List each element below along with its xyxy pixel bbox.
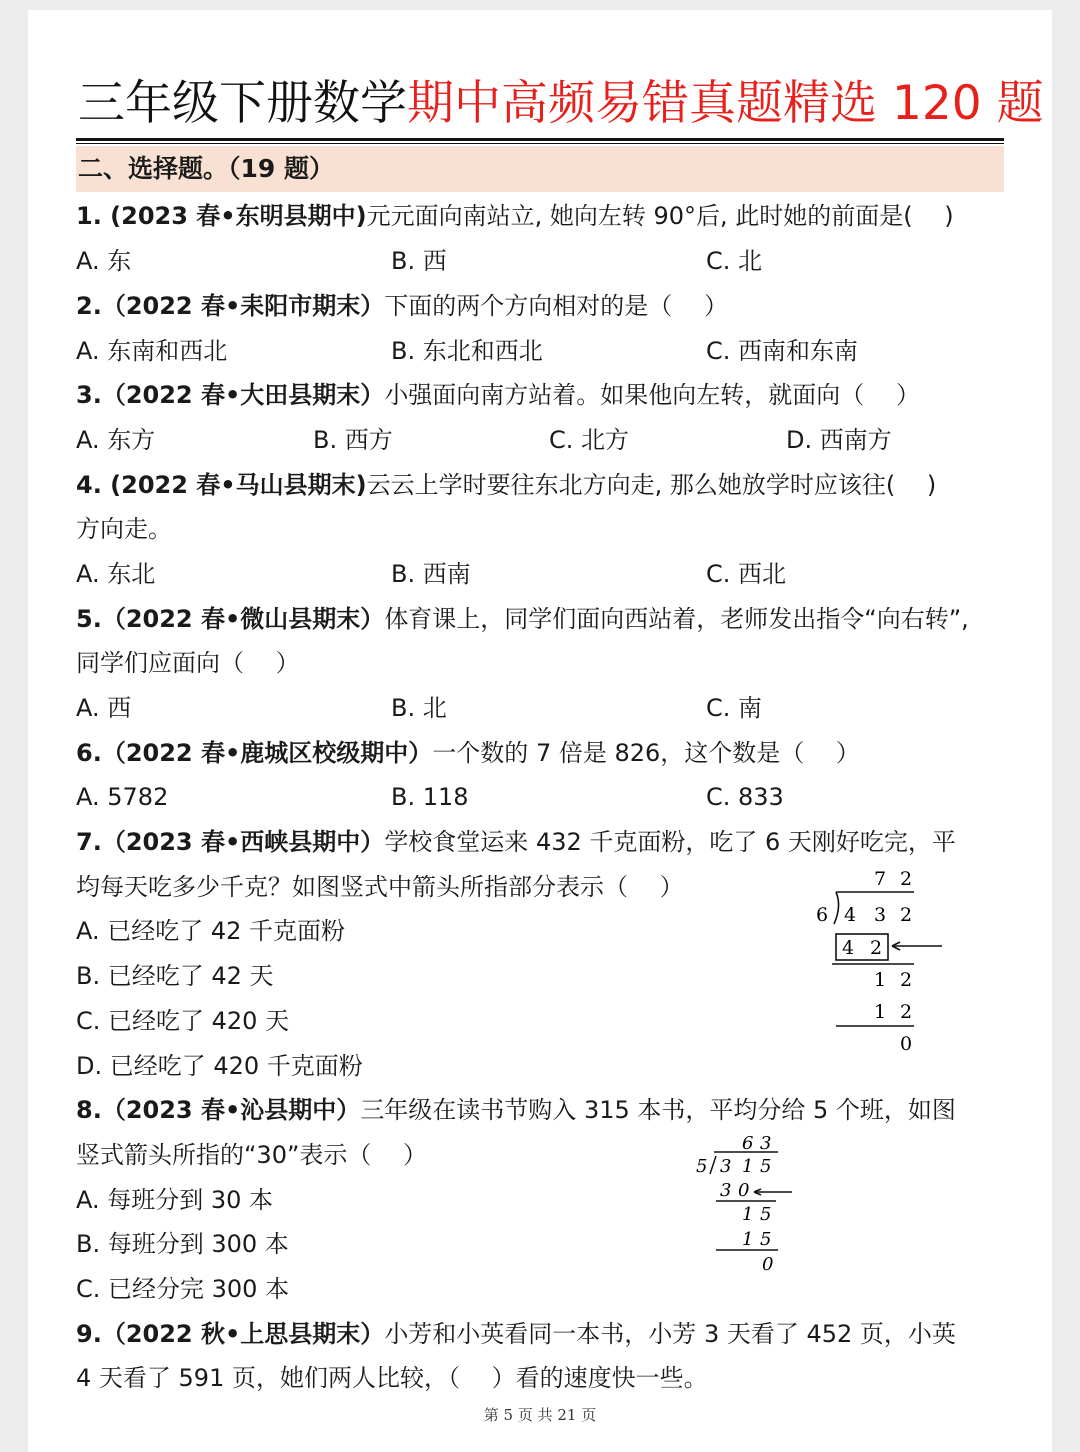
option-a: A. 西 xyxy=(76,694,132,722)
option-b: B. 每班分到 300 本 xyxy=(76,1230,289,1258)
option-c: C. 已经分完 300 本 xyxy=(76,1275,290,1303)
page-number-footer: 第 5 页 共 21 页 xyxy=(483,1406,597,1424)
quotient-digit: 7 xyxy=(874,868,887,890)
title-red-part: 期中高频易错真题精选 120 题 xyxy=(407,76,1044,131)
option-a: A. 东南和西北 xyxy=(76,337,228,365)
question-text: 体育课上，同学们面向西站着，老师发出指令“向右转”, xyxy=(384,605,969,633)
question-source: 8.（2023 春•沁县期中） xyxy=(76,1096,361,1124)
option-a: A. 已经吃了 42 千克面粉 xyxy=(76,917,346,945)
product-digit: 2 xyxy=(900,1001,913,1023)
question-9 xyxy=(76,1314,956,1354)
option-a: A. 东 xyxy=(76,247,132,275)
question-source: 7.（2023 春•西峡县期中） xyxy=(76,828,385,856)
long-division-figure-1 xyxy=(808,862,948,1057)
question-5-continued: 同学们应面向（ ） xyxy=(76,649,300,677)
title-black-part: 三年级下册数学 xyxy=(78,76,407,131)
question-source: 9.（2022 秋•上思县期末） xyxy=(76,1320,385,1348)
long-division-figure-2 xyxy=(692,1132,802,1282)
question-text: 小强面向南方站着。如果他向左转，就面向（ ） xyxy=(384,381,920,409)
option-b: B. 北 xyxy=(391,694,447,722)
option-c: C. 北 xyxy=(706,247,763,275)
product-digit: 5 xyxy=(760,1229,772,1250)
question-4-continued: 方向走。 xyxy=(76,515,172,543)
option-a: A. 5782 xyxy=(76,783,169,811)
question-8-continued: 竖式箭头所指的“30”表示（ ） xyxy=(76,1141,428,1169)
option-a: A. 东方 xyxy=(76,426,156,454)
product-digit: 4 xyxy=(842,937,855,959)
dividend-digit: 1 xyxy=(742,1156,754,1177)
question-7-continued: 均每天吃多少千克？如图竖式中箭头所指部分表示（ ） xyxy=(76,873,684,901)
option-c: C. 已经吃了 420 天 xyxy=(76,1007,290,1035)
question-5 xyxy=(76,599,969,639)
remainder-digit: 1 xyxy=(742,1204,754,1225)
product-digit: 2 xyxy=(870,937,883,959)
question-source: 3.（2022 春•大田县期末） xyxy=(76,381,385,409)
dividend-digit: 5 xyxy=(760,1156,772,1177)
question-7 xyxy=(76,822,956,862)
product-digit: 1 xyxy=(874,1001,887,1023)
question-4 xyxy=(76,465,936,505)
question-text: 三年级在读书节购入 315 本书，平均分给 5 个班，如图 xyxy=(360,1096,956,1124)
option-b: B. 西 xyxy=(391,247,447,275)
question-text: 元元面向南站立, 她向左转 90°后, 此时她的前面是( ) xyxy=(366,202,954,230)
question-9-continued: 4 天看了 591 页，她们两人比较，（ ）看的速度快一些。 xyxy=(76,1364,708,1392)
question-2 xyxy=(76,286,728,326)
option-a: A. 每班分到 30 本 xyxy=(76,1186,274,1214)
divisor: 6 xyxy=(816,904,829,926)
option-b: B. 东北和西北 xyxy=(391,337,543,365)
question-source: 1. (2023 春•东明县期中) xyxy=(76,202,367,230)
question-3 xyxy=(76,375,920,415)
option-b: B. 西方 xyxy=(313,426,393,454)
remainder-digit: 2 xyxy=(900,969,913,991)
option-c: C. 833 xyxy=(706,783,784,811)
quotient-digit: 2 xyxy=(900,868,913,890)
dividend-digit: 3 xyxy=(874,904,887,926)
option-c: C. 北方 xyxy=(549,426,630,454)
title-underline-thin xyxy=(76,143,1004,144)
question-text: 一个数的 7 倍是 826，这个数是（ ） xyxy=(432,739,860,767)
page-title xyxy=(78,68,1044,140)
quotient-digit: 3 xyxy=(760,1133,772,1154)
option-c: C. 南 xyxy=(706,694,763,722)
option-d: D. 西南方 xyxy=(786,426,892,454)
option-b: B. 118 xyxy=(391,783,469,811)
division-bracket xyxy=(710,1156,716,1174)
question-source: 6.（2022 春•鹿城区校级期中） xyxy=(76,739,433,767)
option-b: B. 西南 xyxy=(391,560,471,588)
division-bracket xyxy=(834,892,839,924)
dividend-digit: 3 xyxy=(720,1156,732,1177)
product-digit: 1 xyxy=(742,1229,754,1250)
final-remainder: 0 xyxy=(900,1033,913,1055)
question-1 xyxy=(76,196,954,236)
question-text: 云云上学时要往东北方向走, 那么她放学时应该往( ) xyxy=(366,471,937,499)
document-page xyxy=(28,10,1052,1452)
question-text: 下面的两个方向相对的是（ ） xyxy=(384,292,728,320)
question-text: 小芳和小英看同一本书，小芳 3 天看了 452 页，小英 xyxy=(384,1320,956,1348)
option-c: C. 西南和东南 xyxy=(706,337,859,365)
dividend-digit: 2 xyxy=(900,904,913,926)
option-b: B. 已经吃了 42 天 xyxy=(76,962,274,990)
divisor: 5 xyxy=(696,1156,708,1177)
question-source: 5.（2022 春•微山县期末） xyxy=(76,605,385,633)
dividend-digit: 4 xyxy=(844,904,857,926)
option-d: D. 已经吃了 420 千克面粉 xyxy=(76,1052,363,1080)
remainder-digit: 5 xyxy=(760,1204,772,1225)
question-text: 学校食堂运来 432 千克面粉，吃了 6 天刚好吃完，平 xyxy=(384,828,956,856)
remainder-digit: 1 xyxy=(874,969,887,991)
product-digit: 3 xyxy=(720,1180,732,1201)
quotient-digit: 6 xyxy=(742,1133,754,1154)
section-heading: 二、选择题。（19 题） xyxy=(76,146,1004,192)
title-underline-thick xyxy=(76,138,1004,141)
question-8 xyxy=(76,1090,956,1130)
product-digit: 0 xyxy=(738,1180,750,1201)
question-6 xyxy=(76,733,860,773)
question-source: 2.（2022 春•耒阳市期末） xyxy=(76,292,385,320)
question-source: 4. (2022 春•马山县期末) xyxy=(76,471,367,499)
final-remainder: 0 xyxy=(762,1254,774,1275)
option-a: A. 东北 xyxy=(76,560,156,588)
option-c: C. 西北 xyxy=(706,560,787,588)
